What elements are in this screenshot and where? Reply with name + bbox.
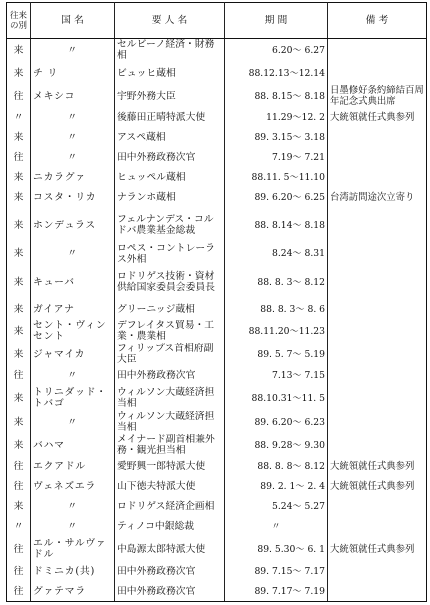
row-country-cell: ジャマイカ (31, 343, 115, 366)
table-row (7, 366, 427, 386)
row-note-cell (328, 128, 427, 148)
row-person-cell: ロドリゲス技術・資材供給国家委員会委員長 (115, 265, 225, 300)
row-type-cell: 往 (7, 537, 31, 562)
row-period-cell: 88. 8.15～ 8.18 (225, 85, 328, 108)
row-country-cell: 〃 (31, 243, 115, 265)
table-row (7, 39, 427, 62)
row-type-cell: 来 (7, 386, 31, 411)
row-period-cell: 88. 8. 3～ 8. 6 (225, 300, 328, 320)
row-note-cell (328, 320, 427, 343)
row-person-cell: メイナード副首相兼外務・観光担当相 (115, 434, 225, 457)
row-note-cell (328, 148, 427, 168)
table-row (7, 62, 427, 85)
row-person-cell: ビュッヒ蔵相 (115, 62, 225, 85)
row-type-cell: 来 (7, 128, 31, 148)
row-type-cell: 来 (7, 243, 31, 265)
row-period-cell: 〃 (225, 517, 328, 537)
row-type-cell: 来 (7, 320, 31, 343)
row-person-cell: ウィルソン大蔵経済担当相 (115, 411, 225, 434)
row-period-cell: 89. 7.17～ 7.19 (225, 582, 328, 602)
row-note-cell: 大統領就任式典参列 (328, 108, 427, 128)
row-country-cell: トリニダッド・トバゴ (31, 386, 115, 411)
table-row (7, 168, 427, 188)
row-person-cell: ロペス・コントレーラス外相 (115, 243, 225, 265)
row-period-cell: 89. 5.30～ 6. 1 (225, 537, 328, 562)
row-period-cell: 89. 2. 1～ 2. 4 (225, 477, 328, 497)
table-row (7, 517, 427, 537)
row-type-cell: 来 (7, 434, 31, 457)
row-type-cell: 往 (7, 477, 31, 497)
row-country-cell: セント・ヴィンセント (31, 320, 115, 343)
row-note-cell (328, 434, 427, 457)
row-note-cell (328, 343, 427, 366)
table-row (7, 208, 427, 243)
row-note-cell (328, 62, 427, 85)
row-person-cell: 田中外務政務次官 (115, 366, 225, 386)
row-person-cell: フィリップス首相府副大臣 (115, 343, 225, 366)
row-person-cell: ティノコ中銀総裁 (115, 517, 225, 537)
row-country-cell: 〃 (31, 517, 115, 537)
table-row (7, 537, 427, 562)
row-note-cell (328, 497, 427, 517)
row-period-cell: 88.11.20～11.23 (225, 320, 328, 343)
row-period-cell: 5.24～ 5.27 (225, 497, 328, 517)
row-period-cell: 88.11. 5～11.10 (225, 168, 328, 188)
row-period-cell: 88. 8. 8～ 8.12 (225, 457, 328, 477)
table-row (7, 320, 427, 343)
row-country-cell: グァテマラ (31, 582, 115, 602)
row-type-cell: 来 (7, 62, 31, 85)
row-type-cell: 〃 (7, 108, 31, 128)
row-period-cell: 7.19～ 7.21 (225, 148, 328, 168)
row-country-cell: 〃 (31, 411, 115, 434)
row-country-cell: メキシコ (31, 85, 115, 108)
row-note-cell (328, 39, 427, 62)
table-row (7, 300, 427, 320)
row-person-cell: セルビーノ経済・財務相 (115, 39, 225, 62)
table-row (7, 386, 427, 411)
row-country-cell: 〃 (31, 148, 115, 168)
row-note-cell (328, 300, 427, 320)
header-person: 要 人 名 (115, 3, 225, 39)
row-person-cell: ウィルソン大蔵経済担当相 (115, 386, 225, 411)
row-country-cell: エクアドル (31, 457, 115, 477)
row-type-cell: 往 (7, 148, 31, 168)
row-period-cell: 89. 3.15～ 3.18 (225, 128, 328, 148)
row-person-cell: 中島源太郎特派大使 (115, 537, 225, 562)
visits-table (6, 2, 427, 602)
table-row (7, 188, 427, 208)
row-note-cell (328, 168, 427, 188)
row-type-cell: 往 (7, 582, 31, 602)
row-type-cell: 往 (7, 85, 31, 108)
row-country-cell: ヴェネズエラ (31, 477, 115, 497)
row-period-cell: 88. 9.28～ 9.30 (225, 434, 328, 457)
row-note-cell (328, 517, 427, 537)
row-note-cell: 大統領就任式典参列 (328, 477, 427, 497)
row-note-cell (328, 265, 427, 300)
row-person-cell: 山下徳夫特派大使 (115, 477, 225, 497)
row-note-cell (328, 562, 427, 582)
table-row (7, 343, 427, 366)
header-row (7, 3, 427, 39)
row-country-cell: エル・サルヴァドル (31, 537, 115, 562)
table-row (7, 85, 427, 108)
row-period-cell: 8.24～ 8.31 (225, 243, 328, 265)
header-type: 往来の別 (7, 3, 31, 39)
row-type-cell: 往 (7, 562, 31, 582)
row-type-cell: 往 (7, 366, 31, 386)
row-type-cell: 来 (7, 343, 31, 366)
row-note-cell (328, 208, 427, 243)
row-period-cell: 7.13～ 7.15 (225, 366, 328, 386)
row-country-cell: コスタ・リカ (31, 188, 115, 208)
row-person-cell: 田中外務政務次官 (115, 582, 225, 602)
row-country-cell: チ リ (31, 62, 115, 85)
row-person-cell: 愛野興一郎特派大使 (115, 457, 225, 477)
table-row (7, 477, 427, 497)
row-type-cell: 来 (7, 265, 31, 300)
row-type-cell: 来 (7, 300, 31, 320)
row-note-cell: 大統領就任式典参列 (328, 537, 427, 562)
row-country-cell: 〃 (31, 39, 115, 62)
row-period-cell: 88.12.13～12.14 (225, 62, 328, 85)
row-type-cell: 往 (7, 457, 31, 477)
row-person-cell: グリーニッジ蔵相 (115, 300, 225, 320)
table-row (7, 582, 427, 602)
row-note-cell (328, 582, 427, 602)
header-country: 国 名 (31, 3, 115, 39)
header-note: 備 考 (328, 3, 427, 39)
row-person-cell: 田中外務政務次官 (115, 148, 225, 168)
row-person-cell: デフレイタス貿易・工業・農業相 (115, 320, 225, 343)
table-row (7, 265, 427, 300)
row-note-cell: 日墨修好条約締結百周年記念式典出席 (328, 85, 427, 108)
table-row (7, 243, 427, 265)
table-row (7, 128, 427, 148)
row-note-cell (328, 366, 427, 386)
row-person-cell: 後藤田正晴特派大使 (115, 108, 225, 128)
row-note-cell: 台湾訪問途次立寄り (328, 188, 427, 208)
row-type-cell: 来 (7, 168, 31, 188)
row-type-cell: 来 (7, 208, 31, 243)
row-country-cell: ガイアナ (31, 300, 115, 320)
row-note-cell (328, 386, 427, 411)
row-type-cell: 来 (7, 188, 31, 208)
row-period-cell: 6.20～ 6.27 (225, 39, 328, 62)
row-period-cell: 88. 8. 3～ 8.12 (225, 265, 328, 300)
row-person-cell: フェルナンデス・コルドバ農業基金総裁 (115, 208, 225, 243)
row-type-cell: 〃 (7, 517, 31, 537)
row-period-cell: 11.29～12. 2 (225, 108, 328, 128)
row-person-cell: ヒュッペル蔵相 (115, 168, 225, 188)
row-type-cell: 来 (7, 39, 31, 62)
row-country-cell: バハマ (31, 434, 115, 457)
row-period-cell: 88. 8.14～ 8.18 (225, 208, 328, 243)
row-period-cell: 89. 7.15～ 7.17 (225, 562, 328, 582)
table-row (7, 457, 427, 477)
row-person-cell: アスペ蔵相 (115, 128, 225, 148)
row-person-cell: ナランホ蔵相 (115, 188, 225, 208)
table-row (7, 434, 427, 457)
row-person-cell: ロドリゲス経済企画相 (115, 497, 225, 517)
row-note-cell: 大統領就任式典参列 (328, 457, 427, 477)
row-country-cell: キューバ (31, 265, 115, 300)
table-row (7, 148, 427, 168)
row-type-cell: 来 (7, 497, 31, 517)
row-country-cell: 〃 (31, 128, 115, 148)
row-note-cell (328, 243, 427, 265)
row-note-cell (328, 411, 427, 434)
row-country-cell: 〃 (31, 108, 115, 128)
row-person-cell: 宇野外務大臣 (115, 85, 225, 108)
table-row (7, 108, 427, 128)
row-country-cell: 〃 (31, 497, 115, 517)
table-row (7, 411, 427, 434)
header-period: 期 間 (225, 3, 328, 39)
row-person-cell: 田中外務政務次官 (115, 562, 225, 582)
table-row (7, 497, 427, 517)
row-country-cell: ドミニカ(共) (31, 562, 115, 582)
row-period-cell: 89. 6.20～ 6.25 (225, 188, 328, 208)
row-period-cell: 89. 6.20～ 6.23 (225, 411, 328, 434)
row-country-cell: 〃 (31, 366, 115, 386)
row-country-cell: ホンデュラス (31, 208, 115, 243)
row-period-cell: 88.10.31～11. 5 (225, 386, 328, 411)
row-period-cell: 89. 5. 7～ 5.19 (225, 343, 328, 366)
table-body (7, 39, 427, 602)
row-type-cell: 来 (7, 411, 31, 434)
table-row (7, 562, 427, 582)
row-country-cell: ニカラグァ (31, 168, 115, 188)
